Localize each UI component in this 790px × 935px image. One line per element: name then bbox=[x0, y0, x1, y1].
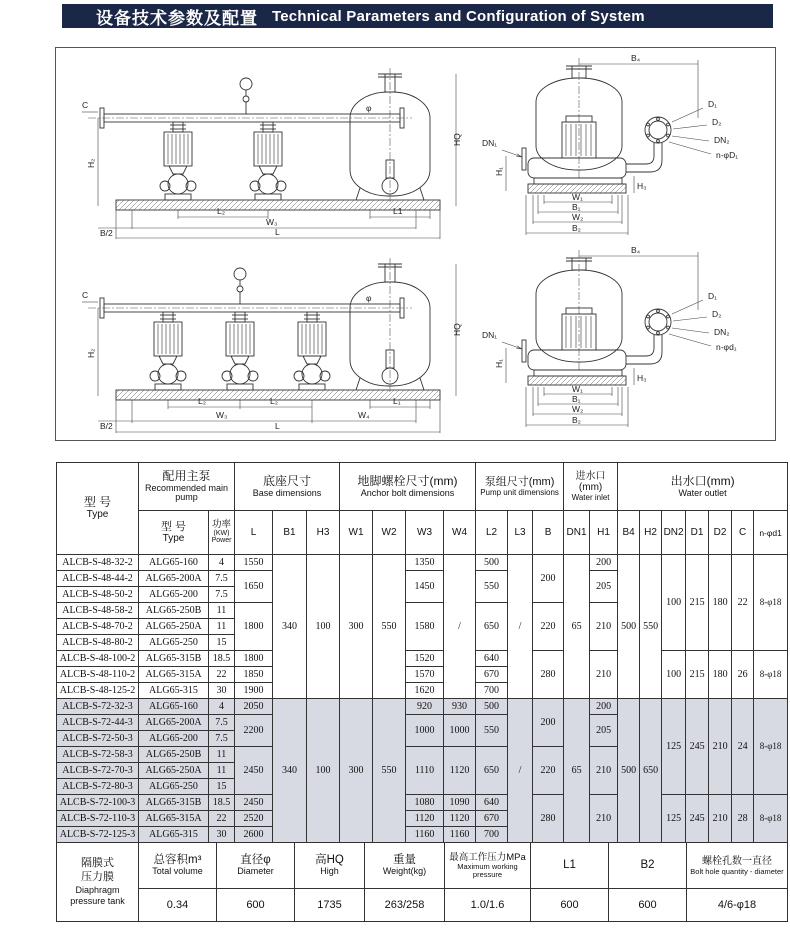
cell: 22 bbox=[209, 667, 235, 683]
dim-label-hq: HQ bbox=[452, 323, 462, 336]
cell: 200 bbox=[533, 555, 564, 603]
cell: 18.5 bbox=[209, 651, 235, 667]
dim-label-h3: H₃ bbox=[637, 373, 647, 383]
page-title-en: Technical Parameters and Configuration of System bbox=[272, 7, 645, 25]
header-col-W4: W4 bbox=[444, 511, 476, 555]
dim-label-c: C bbox=[82, 100, 89, 110]
diagram-side-bottom bbox=[476, 244, 768, 440]
cell: 2050 bbox=[235, 699, 273, 715]
cell: 1900 bbox=[235, 683, 273, 699]
cell: 4 bbox=[209, 555, 235, 571]
cell: 210 bbox=[709, 795, 732, 843]
cell: ALCB-S-48-100-2 bbox=[57, 651, 139, 667]
table-row bbox=[57, 795, 788, 811]
cell: 1110 bbox=[406, 747, 444, 795]
cell: 500 bbox=[476, 555, 508, 571]
cell: 7.5 bbox=[209, 731, 235, 747]
dim-label-h1: H₁ bbox=[494, 166, 504, 176]
header-col-B4: B4 bbox=[618, 511, 640, 555]
cell: 8-φ18 bbox=[754, 795, 788, 843]
cell: 280 bbox=[533, 651, 564, 699]
header-col-DN1: DN1 bbox=[564, 511, 590, 555]
cell: 1160 bbox=[406, 827, 444, 843]
cell: 205 bbox=[590, 571, 618, 603]
dim-label-hq: HQ bbox=[452, 133, 462, 146]
dim-label-l2b: L₂ bbox=[270, 396, 279, 406]
cell: 1650 bbox=[235, 571, 273, 603]
cell: 650 bbox=[476, 747, 508, 795]
cell: 125 bbox=[662, 795, 686, 843]
cell: 670 bbox=[476, 667, 508, 683]
dim-label-l2: L₂ bbox=[217, 206, 226, 216]
cell: 18.5 bbox=[209, 795, 235, 811]
cell: 300 bbox=[340, 699, 373, 843]
dim-label-d1: D₁ bbox=[708, 291, 718, 301]
cell: 550 bbox=[476, 715, 508, 747]
dim-label-l: L bbox=[275, 227, 280, 237]
cell: 1350 bbox=[406, 555, 444, 571]
cell: ALG65-250 bbox=[139, 779, 209, 795]
dim-label-h3: H₃ bbox=[637, 181, 647, 191]
cell: 1000 bbox=[406, 715, 444, 747]
dim-label-c: C bbox=[82, 290, 89, 300]
tank-row-label: 隔膜式 压力膜 Diaphragm pressure tank bbox=[57, 843, 139, 922]
cell: 340 bbox=[273, 699, 307, 843]
cell: 1160 bbox=[444, 827, 476, 843]
cell: 205 bbox=[590, 715, 618, 747]
cell: 4 bbox=[209, 699, 235, 715]
tank-value-bolt: 4/6-φ18 bbox=[687, 889, 788, 922]
diagram-panel bbox=[55, 47, 776, 441]
cell: ALCB-S-48-125-2 bbox=[57, 683, 139, 699]
header-col-D2: D2 bbox=[709, 511, 732, 555]
cell: ALG65-250B bbox=[139, 603, 209, 619]
cell: 210 bbox=[709, 699, 732, 795]
diagram-front-2pump bbox=[68, 56, 468, 242]
tank-value-diameter: 600 bbox=[217, 889, 295, 922]
cell: 100 bbox=[307, 699, 340, 843]
cell: 65 bbox=[564, 555, 590, 699]
dim-label-w2: W₂ bbox=[572, 212, 584, 222]
header-col-W1: W1 bbox=[340, 511, 373, 555]
diagram-side-top bbox=[476, 52, 768, 248]
cell: 640 bbox=[476, 651, 508, 667]
header-col-L: L bbox=[235, 511, 273, 555]
tank-value-weight: 263/258 bbox=[365, 889, 445, 922]
cell: 15 bbox=[209, 635, 235, 651]
tank-header-weight: 重量 Weight(kg) bbox=[365, 843, 445, 889]
cell: 125 bbox=[662, 699, 686, 795]
cell: 1090 bbox=[444, 795, 476, 811]
dim-label-b4: B₄ bbox=[631, 245, 641, 255]
header-power: 功率 (KW) Power bbox=[209, 511, 235, 555]
cell: 1580 bbox=[406, 603, 444, 651]
cell: 1120 bbox=[444, 747, 476, 795]
header-pumpunit-group: 泵组尺寸(mm) Pump unit dimensions bbox=[476, 463, 564, 511]
cell: / bbox=[508, 699, 533, 843]
dim-label-bhalf: B/2 bbox=[100, 421, 113, 431]
cell: 1520 bbox=[406, 651, 444, 667]
dim-label-w3: W₃ bbox=[266, 217, 278, 227]
cell: ALCB-S-72-125-3 bbox=[57, 827, 139, 843]
cell: 215 bbox=[686, 555, 709, 651]
dim-label-bhalf: B/2 bbox=[100, 228, 113, 238]
dim-label-h1: H₁ bbox=[494, 358, 504, 368]
cell: 920 bbox=[406, 699, 444, 715]
cell: ALCB-S-48-80-2 bbox=[57, 635, 139, 651]
cell: ALCB-S-72-100-3 bbox=[57, 795, 139, 811]
tank-table bbox=[56, 842, 788, 922]
dim-label-b2: B₂ bbox=[572, 223, 581, 233]
cell: 220 bbox=[533, 603, 564, 651]
cell: ALG65-315B bbox=[139, 795, 209, 811]
cell: 180 bbox=[709, 651, 732, 699]
dim-label-l2a: L₂ bbox=[198, 396, 207, 406]
cell: 930 bbox=[444, 699, 476, 715]
cell: ALCB-S-48-110-2 bbox=[57, 667, 139, 683]
sub-header-row bbox=[57, 511, 788, 555]
tank-header-volume: 总容积m³ Total volume bbox=[139, 843, 217, 889]
header-col-nphid1: n-φd1 bbox=[754, 511, 788, 555]
cell: 11 bbox=[209, 603, 235, 619]
cell: ALG65-160 bbox=[139, 555, 209, 571]
cell: 1550 bbox=[235, 555, 273, 571]
dim-label-d1: D₁ bbox=[708, 99, 718, 109]
cell: 500 bbox=[476, 699, 508, 715]
header-col-L2: L2 bbox=[476, 511, 508, 555]
cell: / bbox=[444, 555, 476, 699]
dim-label-w2: W₂ bbox=[572, 404, 584, 414]
dim-label-d2: D₂ bbox=[712, 117, 722, 127]
cell: ALCB-S-48-32-2 bbox=[57, 555, 139, 571]
table-row bbox=[57, 699, 788, 715]
tank-header-diameter: 直径φ Diameter bbox=[217, 843, 295, 889]
dim-label-nphid1: n-φd₁ bbox=[716, 342, 737, 352]
header-col-DN2: DN2 bbox=[662, 511, 686, 555]
cell: 24 bbox=[732, 699, 754, 795]
cell: ALG65-315 bbox=[139, 827, 209, 843]
cell: 700 bbox=[476, 683, 508, 699]
tank-value-volume: 0.34 bbox=[139, 889, 217, 922]
cell: 100 bbox=[662, 651, 686, 699]
cell: 200 bbox=[533, 699, 564, 747]
cell: 11 bbox=[209, 619, 235, 635]
cell: 30 bbox=[209, 683, 235, 699]
header-col-D1: D1 bbox=[686, 511, 709, 555]
header-col-H2: H2 bbox=[640, 511, 662, 555]
page-title-zh: 设备技术参数及配置 bbox=[96, 8, 258, 28]
dim-label-h2: H₂ bbox=[86, 158, 96, 168]
cell: ALG65-315 bbox=[139, 683, 209, 699]
table-row bbox=[57, 555, 788, 571]
tank-value-row bbox=[57, 889, 788, 922]
cell: 11 bbox=[209, 763, 235, 779]
cell: 1080 bbox=[406, 795, 444, 811]
cell: 550 bbox=[373, 699, 406, 843]
cell: ALCB-S-72-70-3 bbox=[57, 763, 139, 779]
cell: 220 bbox=[533, 747, 564, 795]
cell: 500 bbox=[618, 699, 640, 843]
cell: ALCB-S-48-70-2 bbox=[57, 619, 139, 635]
dim-label-l1: L1 bbox=[393, 206, 403, 216]
cell: 200 bbox=[590, 699, 618, 715]
cell: 8-φ18 bbox=[754, 699, 788, 795]
cell: 7.5 bbox=[209, 571, 235, 587]
cell: 340 bbox=[273, 555, 307, 699]
cell: 1120 bbox=[406, 811, 444, 827]
cell: ALG65-250A bbox=[139, 763, 209, 779]
cell: 1800 bbox=[235, 651, 273, 667]
cell: 8-φ18 bbox=[754, 555, 788, 651]
tank-header-row bbox=[57, 843, 788, 889]
dim-label-b4: B₄ bbox=[631, 53, 641, 63]
cell: 500 bbox=[618, 555, 640, 699]
cell: 200 bbox=[590, 555, 618, 571]
cell: 30 bbox=[209, 827, 235, 843]
cell: ALG65-250 bbox=[139, 635, 209, 651]
cell: 2450 bbox=[235, 747, 273, 795]
cell: ALG65-250B bbox=[139, 747, 209, 763]
cell: ALCB-S-48-58-2 bbox=[57, 603, 139, 619]
dim-label-b1: B₁ bbox=[572, 202, 581, 212]
cell: 210 bbox=[590, 795, 618, 843]
cell: 1120 bbox=[444, 811, 476, 827]
table-row bbox=[57, 651, 788, 667]
header-col-B1: B1 bbox=[273, 511, 307, 555]
cell: / bbox=[508, 555, 533, 699]
cell: 650 bbox=[640, 699, 662, 843]
header-outlet-group: 出水口(mm) Water outlet bbox=[618, 463, 788, 511]
parameters-table bbox=[56, 462, 788, 843]
cell: 300 bbox=[340, 555, 373, 699]
cell: 550 bbox=[476, 571, 508, 603]
tank-header-high: 高HQ High bbox=[295, 843, 365, 889]
cell: 1620 bbox=[406, 683, 444, 699]
cell: ALCB-S-72-32-3 bbox=[57, 699, 139, 715]
cell: 550 bbox=[640, 555, 662, 699]
dim-label-dn1: DN₁ bbox=[482, 330, 498, 340]
cell: 280 bbox=[533, 795, 564, 843]
header-col-C: C bbox=[732, 511, 754, 555]
page-title-bar bbox=[62, 4, 773, 28]
cell: 215 bbox=[686, 651, 709, 699]
cell: ALCB-S-72-58-3 bbox=[57, 747, 139, 763]
cell: ALG65-250A bbox=[139, 619, 209, 635]
dim-label-w4: W₄ bbox=[358, 410, 370, 420]
dim-label-nphid1: n-φD₁ bbox=[716, 150, 739, 160]
header-col-B: B bbox=[533, 511, 564, 555]
diagram-front-3pump bbox=[68, 246, 468, 436]
header-col-L3: L3 bbox=[508, 511, 533, 555]
cell: ALG65-160 bbox=[139, 699, 209, 715]
cell: 245 bbox=[686, 795, 709, 843]
cell: 15 bbox=[209, 779, 235, 795]
cell: 26 bbox=[732, 651, 754, 699]
cell: 22 bbox=[732, 555, 754, 651]
cell: ALCB-S-48-44-2 bbox=[57, 571, 139, 587]
cell: 65 bbox=[564, 699, 590, 843]
cell: 8-φ18 bbox=[754, 651, 788, 699]
cell: 1000 bbox=[444, 715, 476, 747]
cell: ALG65-315A bbox=[139, 811, 209, 827]
cell: 700 bbox=[476, 827, 508, 843]
dim-label-phi: φ bbox=[366, 103, 372, 113]
tank-header-l1: L1 bbox=[531, 843, 609, 889]
group-header-row bbox=[57, 463, 788, 511]
cell: 11 bbox=[209, 747, 235, 763]
dim-label-l: L bbox=[275, 421, 280, 431]
tank-header-pressure: 最高工作压力MPa Maximum working pressure bbox=[445, 843, 531, 889]
header-base-group: 底座尺寸 Base dimensions bbox=[235, 463, 340, 511]
cell: 650 bbox=[476, 603, 508, 651]
dim-label-w3: W₃ bbox=[216, 410, 228, 420]
header-col-W3: W3 bbox=[406, 511, 444, 555]
dim-label-h2: H₂ bbox=[86, 348, 96, 358]
header-inlet-group: 进水口(mm) Water inlet bbox=[564, 463, 618, 511]
header-col-H1: H1 bbox=[590, 511, 618, 555]
cell: 100 bbox=[662, 555, 686, 651]
cell: ALCB-S-72-110-3 bbox=[57, 811, 139, 827]
header-pump-group: 配用主泵 Recommended main pump bbox=[139, 463, 235, 511]
dim-label-b2: B₂ bbox=[572, 415, 581, 425]
cell: ALCB-S-72-44-3 bbox=[57, 715, 139, 731]
cell: 210 bbox=[590, 747, 618, 795]
cell: 210 bbox=[590, 651, 618, 699]
dim-label-phi: φ bbox=[366, 293, 372, 303]
cell: 28 bbox=[732, 795, 754, 843]
dim-label-dn2: DN₂ bbox=[714, 327, 730, 337]
dim-label-b1: B₁ bbox=[572, 394, 581, 404]
cell: 1450 bbox=[406, 571, 444, 603]
cell: 1850 bbox=[235, 667, 273, 683]
cell: 670 bbox=[476, 811, 508, 827]
cell: ALG65-200A bbox=[139, 571, 209, 587]
tank-value-high: 1735 bbox=[295, 889, 365, 922]
cell: ALCB-S-48-50-2 bbox=[57, 587, 139, 603]
header-col-W2: W2 bbox=[373, 511, 406, 555]
dim-label-dn2: DN₂ bbox=[714, 135, 730, 145]
cell: 1800 bbox=[235, 603, 273, 651]
header-col-H3: H3 bbox=[307, 511, 340, 555]
tank-value-pressure: 1.0/1.6 bbox=[445, 889, 531, 922]
cell: ALG65-200 bbox=[139, 731, 209, 747]
cell: 100 bbox=[307, 555, 340, 699]
cell: 7.5 bbox=[209, 715, 235, 731]
header-type: 型 号 Type bbox=[57, 463, 139, 555]
cell: 640 bbox=[476, 795, 508, 811]
cell: 22 bbox=[209, 811, 235, 827]
tank-value-l1: 600 bbox=[531, 889, 609, 922]
cell: 245 bbox=[686, 699, 709, 795]
cell: ALCB-S-72-80-3 bbox=[57, 779, 139, 795]
cell: 2450 bbox=[235, 795, 273, 811]
dim-label-w1: W₁ bbox=[572, 384, 583, 394]
cell: 7.5 bbox=[209, 587, 235, 603]
cell: ALG65-200 bbox=[139, 587, 209, 603]
cell: ALG65-315B bbox=[139, 651, 209, 667]
dim-label-l1: L₁ bbox=[393, 396, 401, 406]
cell: 550 bbox=[373, 555, 406, 699]
tank-value-b2: 600 bbox=[609, 889, 687, 922]
cell: 180 bbox=[709, 555, 732, 651]
cell: ALG65-315A bbox=[139, 667, 209, 683]
dim-label-w1: W₁ bbox=[572, 192, 583, 202]
cell: 2520 bbox=[235, 811, 273, 827]
cell: 210 bbox=[590, 603, 618, 651]
cell: ALG65-200A bbox=[139, 715, 209, 731]
cell: 1570 bbox=[406, 667, 444, 683]
dim-label-dn1: DN₁ bbox=[482, 138, 498, 148]
header-anchor-group: 地脚螺栓尺寸(mm) Anchor bolt dimensions bbox=[340, 463, 476, 511]
tank-header-b2: B2 bbox=[609, 843, 687, 889]
header-pump-type: 型 号 Type bbox=[139, 511, 209, 555]
tables-area bbox=[56, 462, 789, 922]
dim-label-d2: D₂ bbox=[712, 309, 722, 319]
cell: 2600 bbox=[235, 827, 273, 843]
tank-header-bolt: 螺栓孔数一直径 Bolt hole quantity - diameter bbox=[687, 843, 788, 889]
cell: ALCB-S-72-50-3 bbox=[57, 731, 139, 747]
cell: 2200 bbox=[235, 715, 273, 747]
